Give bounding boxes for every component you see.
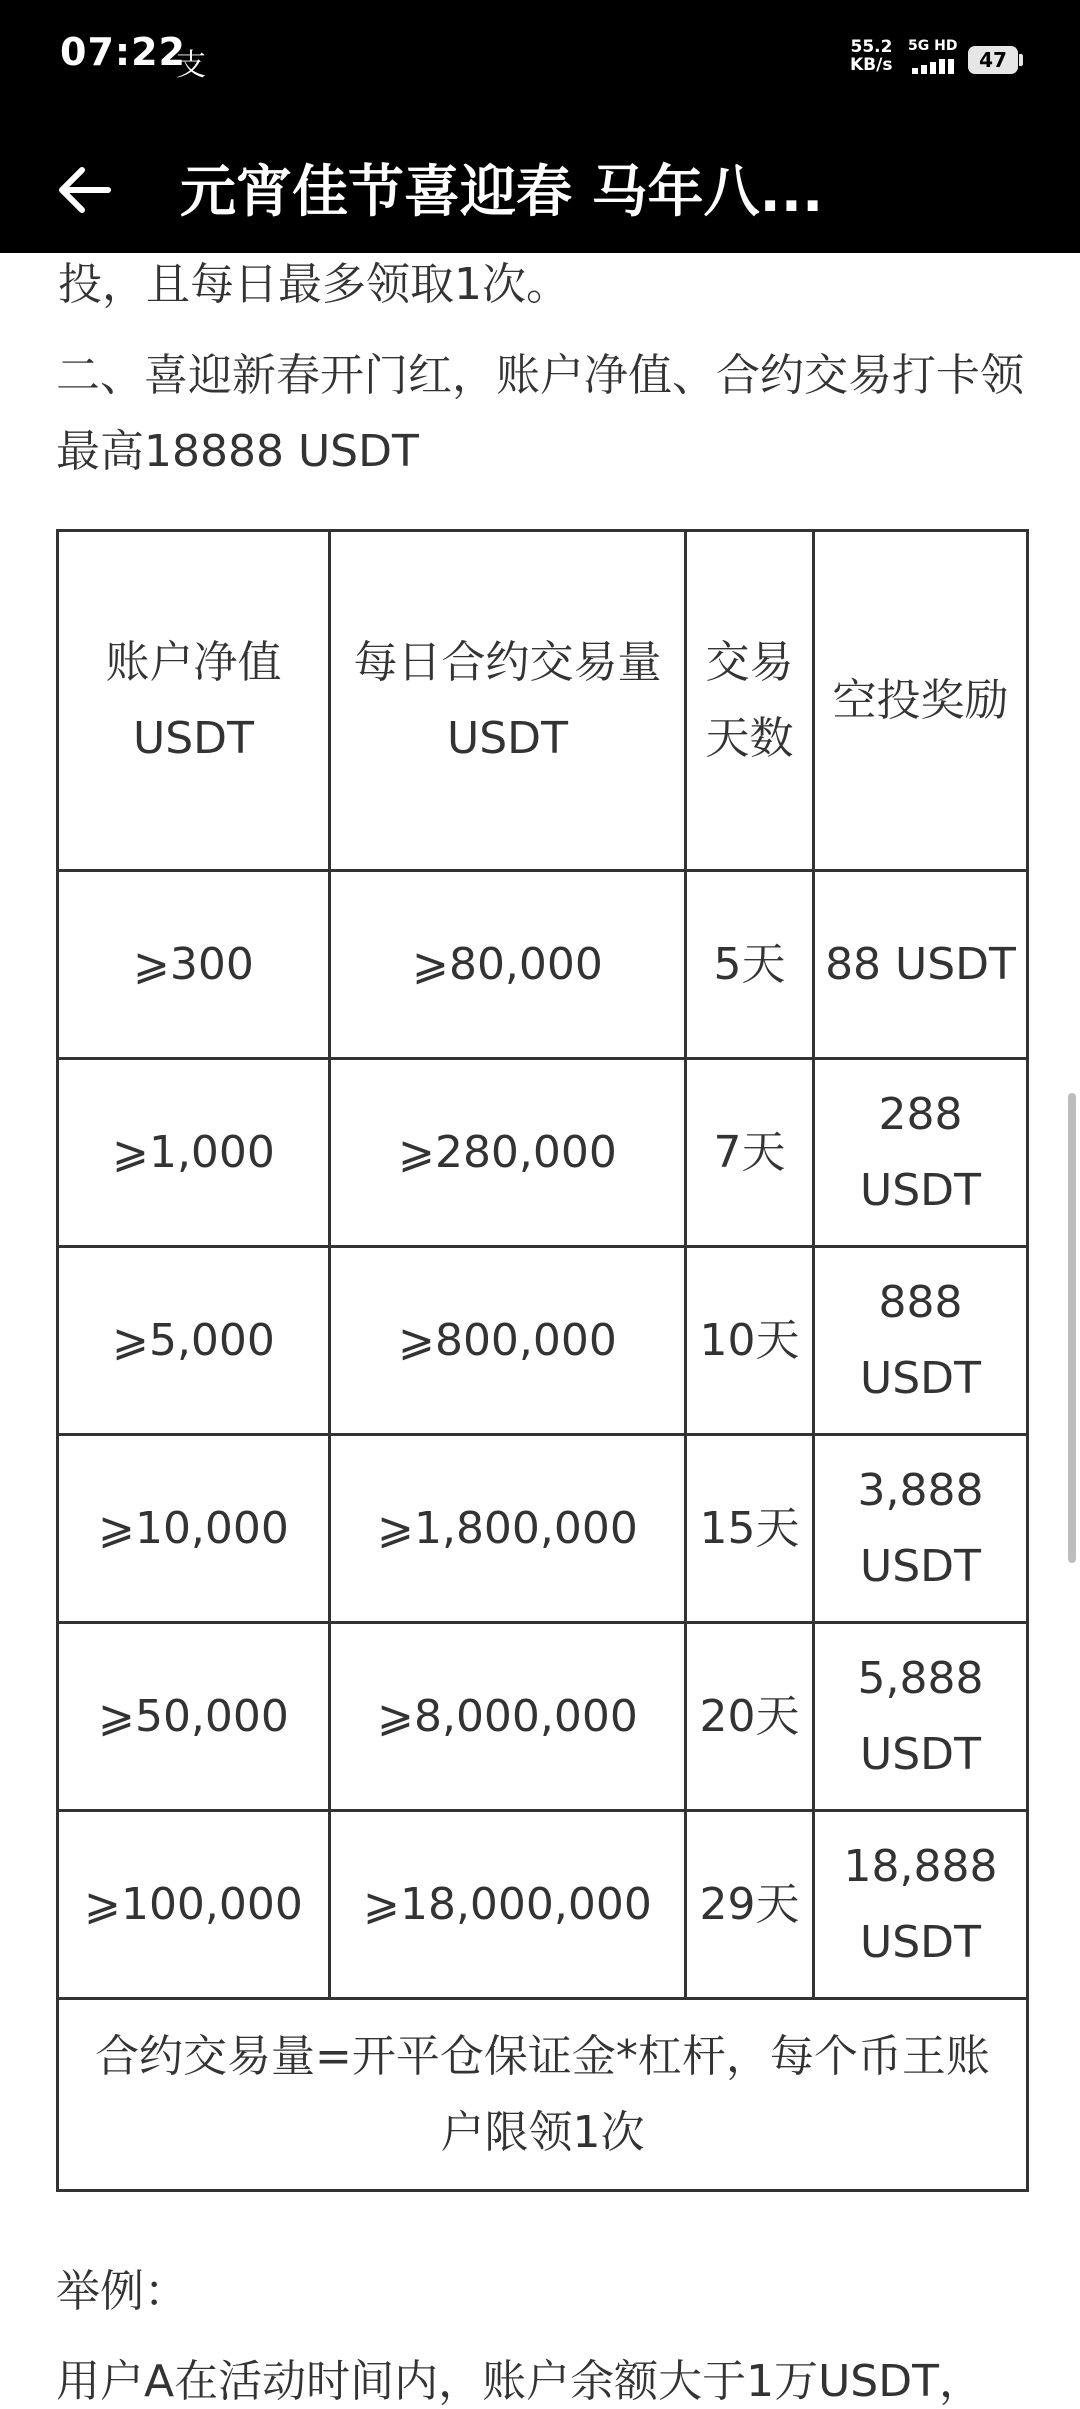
- table-note: 合约交易量=开平仓保证金*杠杆，每个币王账户限领1次: [58, 1999, 1028, 2191]
- cell-daily-volume: ⩾18,000,000: [330, 1811, 686, 1999]
- top-bar: [0, 0, 1080, 253]
- cell-airdrop-reward: 3,888 USDT: [814, 1435, 1028, 1623]
- back-arrow-icon[interactable]: [52, 158, 116, 222]
- table-row: [58, 1623, 1028, 1811]
- cell-trading-days: 20天: [686, 1623, 814, 1811]
- cell-account-equity: ⩾300: [58, 871, 330, 1059]
- cell-trading-days: 5天: [686, 871, 814, 1059]
- network-speed: 55.2 KB/s: [850, 37, 893, 75]
- example-text: 用户A在活动时间内，账户余额大于1万USDT，: [56, 2356, 983, 2407]
- status-time: 07:22: [60, 30, 186, 74]
- cell-daily-volume: ⩾1,800,000: [330, 1435, 686, 1623]
- table-row: [58, 1435, 1028, 1623]
- cell-daily-volume: ⩾8,000,000: [330, 1623, 686, 1811]
- example-label: 举例：: [56, 2266, 188, 2317]
- cell-airdrop-reward: 888 USDT: [814, 1247, 1028, 1435]
- cell-daily-volume: ⩾80,000: [330, 871, 686, 1059]
- cell-daily-volume: ⩾800,000: [330, 1247, 686, 1435]
- network-type: 5G HD: [908, 38, 958, 54]
- header-trading-days: 交易天数: [686, 531, 814, 871]
- cell-account-equity: ⩾100,000: [58, 1811, 330, 1999]
- cell-trading-days: 29天: [686, 1811, 814, 1999]
- cell-account-equity: ⩾10,000: [58, 1435, 330, 1623]
- signal-icon: [910, 58, 958, 74]
- header-daily-volume: 每日合约交易量USDT: [330, 531, 686, 871]
- cell-trading-days: 7天: [686, 1059, 814, 1247]
- cell-account-equity: ⩾50,000: [58, 1623, 330, 1811]
- cell-daily-volume: ⩾280,000: [330, 1059, 686, 1247]
- battery-icon: 47: [968, 46, 1018, 74]
- table-row: [58, 1059, 1028, 1247]
- cell-airdrop-reward: 288 USDT: [814, 1059, 1028, 1247]
- page-title: 元宵佳节喜迎春 马年八...: [180, 160, 824, 225]
- partial-text-line: 投，且每日最多领取1次。: [58, 259, 570, 310]
- header-airdrop-reward: 空投奖励: [814, 531, 1028, 871]
- table-row: [58, 871, 1028, 1059]
- table-row: [58, 1247, 1028, 1435]
- cell-airdrop-reward: 18,888 USDT: [814, 1811, 1028, 1999]
- table-note-row: [58, 1999, 1028, 2191]
- section-title: 二、喜迎新春开门红，账户净值、合约交易打卡领最高18888 USDT: [56, 350, 1024, 477]
- cell-trading-days: 10天: [686, 1247, 814, 1435]
- rewards-table: [56, 529, 1029, 2192]
- table-header-row: [58, 531, 1028, 871]
- header-account-equity: 账户净值USDT: [58, 531, 330, 871]
- cell-account-equity: ⩾5,000: [58, 1247, 330, 1435]
- scrollbar[interactable]: [1068, 1093, 1076, 1563]
- alipay-icon: 支: [176, 48, 206, 83]
- cell-airdrop-reward: 88 USDT: [814, 871, 1028, 1059]
- cell-account-equity: ⩾1,000: [58, 1059, 330, 1247]
- cell-airdrop-reward: 5,888 USDT: [814, 1623, 1028, 1811]
- battery-tip: [1019, 54, 1023, 66]
- table-row: [58, 1811, 1028, 1999]
- cell-trading-days: 15天: [686, 1435, 814, 1623]
